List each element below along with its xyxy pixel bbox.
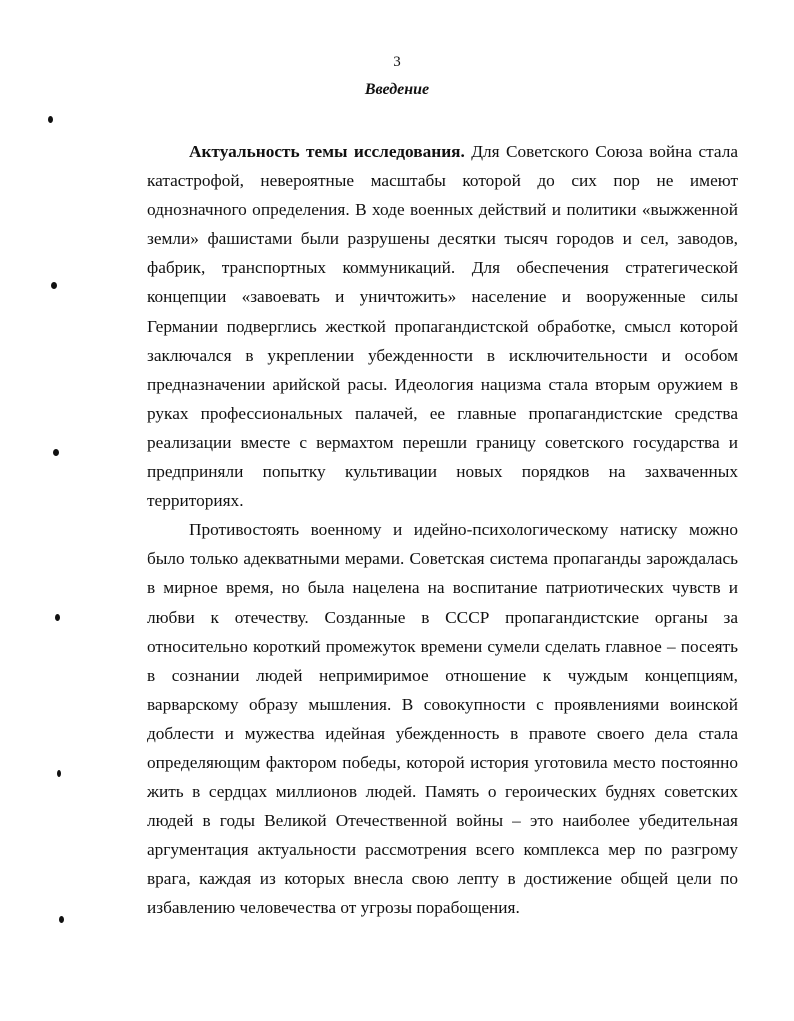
page-number: 3	[393, 54, 401, 70]
paragraph-2-line: избавлению человечества от угрозы порабощения.	[147, 898, 520, 918]
paragraph-2-line: варварскому образу мышления. В совокупности с проявлениями воинской	[147, 694, 738, 714]
paragraph-2-line: Противостоять военному и идейно-психологическому натиску можно	[189, 520, 738, 540]
section-heading: Введение	[364, 81, 430, 98]
paragraph-1-line: заключался в укреплении убежденности в исключительности и особом	[147, 345, 738, 365]
paragraph-1-line: предназначении арийской расы. Идеология нацизма стала вторым оружием в	[147, 374, 738, 394]
scan-mark	[48, 116, 53, 123]
paragraph-1-line: Германии подверглись жесткой пропагандистской обработке, смысл которой	[147, 316, 738, 336]
paragraph-1-line: катастрофой, невероятные масштабы которой до сих пор не имеют	[147, 171, 738, 191]
scan-mark	[57, 770, 61, 777]
paragraph-2-line: врага, каждая из которых внесла свою лепту в достижение общей цели по	[147, 869, 738, 889]
scan-mark	[59, 916, 64, 923]
paragraph-2-line: было только адекватными мерами. Советская система пропаганды зарождалась	[147, 549, 738, 569]
paragraph-2-line: любви к отечеству. Созданные в СССР пропагандистские органы за	[147, 607, 738, 627]
paragraph-1-line: руках профессиональных палачей, ее главные пропагандистские средства	[147, 403, 738, 423]
scan-mark	[53, 449, 59, 456]
paragraph-1-line: территориях.	[147, 491, 244, 511]
paragraph-2-line: в сознании людей непримиримое отношение к чуждым концепциям,	[147, 665, 738, 685]
paragraph-2-line: определяющим фактором победы, которой история уготовила место постоянно	[147, 752, 738, 772]
paragraph-1-line: предприняли попытку культивации новых порядков на захваченных	[147, 462, 738, 482]
scan-mark	[51, 282, 57, 289]
paragraph-2-line: относительно короткий промежуток времени сумели сделать главное – посеять	[147, 636, 738, 656]
body-text	[147, 137, 738, 923]
paragraph-2-line: жить в сердцах миллионов людей. Память о героических буднях советских	[147, 782, 738, 802]
paragraph-2-line: в мирное время, но была нацелена на воспитание патриотических чувств и	[147, 578, 738, 598]
paragraph-1-line: фабрик, транспортных коммуникаций. Для обеспечения стратегической	[147, 258, 738, 278]
paragraph-2-line: аргументация актуальности рассмотрения всего комплекса мер по разгрому	[147, 840, 738, 860]
scan-mark	[55, 614, 60, 621]
paragraph-1-line: однозначного определения. В ходе военных действий и политики «выжженной	[147, 200, 738, 220]
paragraph-1-line: земли» фашистами были разрушены десятки тысяч городов и сел, заводов,	[147, 229, 738, 249]
paragraph-1-line: концепции «завоевать и уничтожить» население и вооруженные силы	[147, 287, 738, 307]
paragraph-1-line: реализации вместе с вермахтом перешли границу советского государства и	[147, 432, 738, 452]
paragraph-1-line: Актуальность темы исследования. Для Советского Союза война стала	[189, 142, 739, 161]
paragraph-2-line: людей в годы Великой Отечественной войны – это наиболее убедительная	[147, 811, 738, 831]
paragraph-lead: Актуальность темы исследования.	[189, 142, 465, 161]
paragraph-2-line: доблести и мужества идейная убежденность в правоте своего дела стала	[147, 723, 738, 743]
